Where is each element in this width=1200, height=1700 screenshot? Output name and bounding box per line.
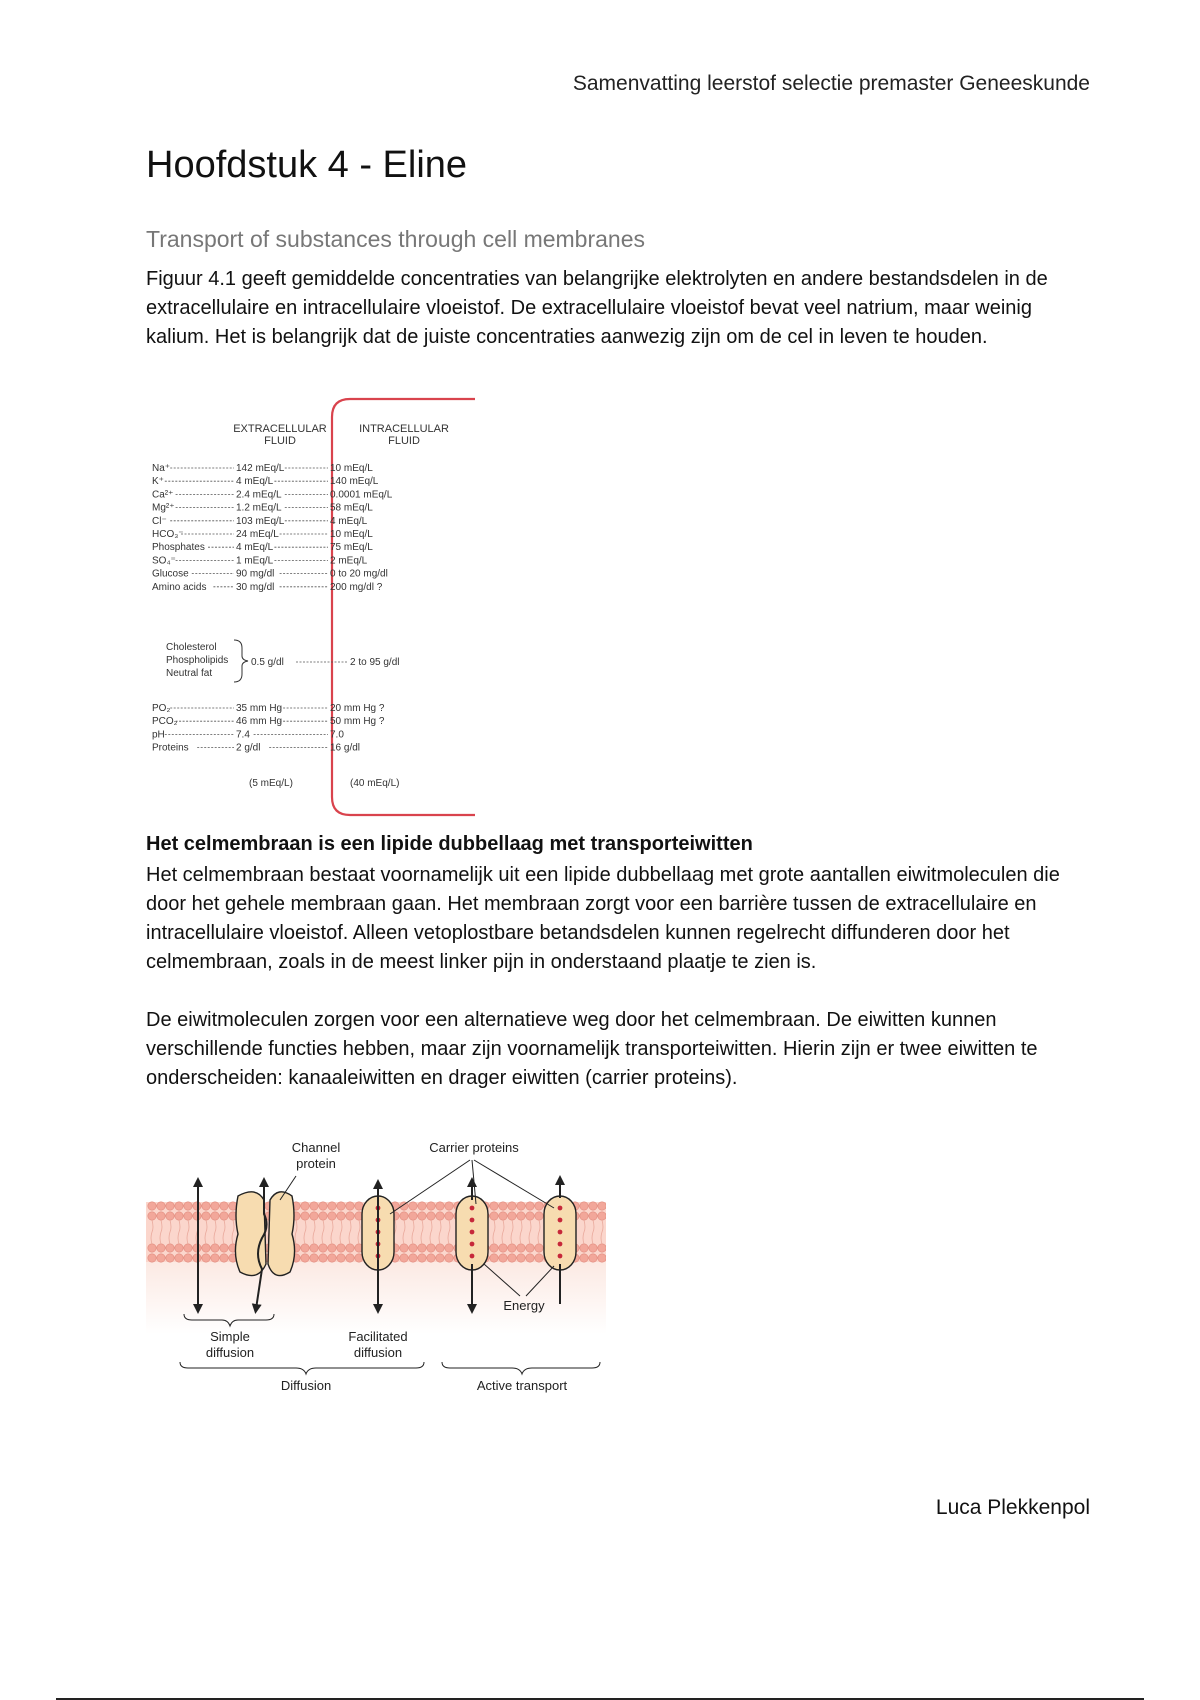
gas-row-ecf-value: 46 mm Hg xyxy=(236,716,283,728)
phospholipid-head xyxy=(337,1212,345,1220)
active-transport-label: Active transport xyxy=(476,1378,568,1393)
carrier-label: Carrier proteins xyxy=(429,1140,519,1155)
row-name: Glucose xyxy=(152,568,189,580)
gas-row-icf-value: 50 mm Hg ? xyxy=(330,716,385,728)
phospholipid-head xyxy=(490,1244,498,1252)
section-subtitle: Transport of substances through cell membranes xyxy=(146,226,646,252)
carrier-binding-site xyxy=(470,1206,475,1211)
proteins-ecf-meq: (5 mEq/L) xyxy=(249,778,293,789)
phospholipid-head xyxy=(418,1254,426,1262)
carrier-pointer-3 xyxy=(474,1160,554,1208)
phospholipid-head xyxy=(220,1244,228,1252)
facilitated-diffusion-label-line1: Facilitated xyxy=(348,1329,408,1344)
gas-row-name: Proteins xyxy=(152,742,189,754)
row-icf-value: 0.0001 mEq/L xyxy=(330,489,393,501)
row-icf-value: 140 mEq/L xyxy=(330,476,379,488)
phospholipid-head xyxy=(166,1212,174,1220)
concentration-row xyxy=(152,555,368,566)
phospholipid-head xyxy=(598,1254,606,1262)
carrier-binding-site xyxy=(470,1230,475,1235)
row-name: SO₄⁼ xyxy=(152,555,176,567)
phospholipid-head xyxy=(499,1212,507,1220)
paragraph-membrane-structure: Het celmembraan bestaat voornamelijk uit een lipide dubbellaag met grote aantallen eiwitmoleculen die door het gehele membraan gaan. Het membraan zorgt voor een barrière tussen de extracellulaire en intracellulaire vloeistof. Alleen vetoplostbare betandsdelen kunnen regelrecht diffunderen door het celmembraan, zoals in de meest linker pijn in onderstaand plaatje te zien is. xyxy=(146,864,1060,973)
phospholipid-head xyxy=(184,1202,192,1210)
row-ecf-value: 4 mEq/L xyxy=(236,476,274,488)
row-name: K⁺ xyxy=(152,476,164,488)
gas-row xyxy=(152,716,385,727)
phospholipid-head xyxy=(490,1202,498,1210)
phospholipid-head xyxy=(526,1202,534,1210)
phospholipid-head xyxy=(517,1212,525,1220)
concentration-row xyxy=(152,489,393,500)
footer-author: Luca Plekkenpol xyxy=(935,1496,1090,1519)
gas-row xyxy=(152,703,385,714)
phospholipid-head xyxy=(445,1254,453,1262)
concentration-row xyxy=(152,516,368,527)
row-name: HCO₃⁻ xyxy=(152,529,184,540)
lipid-name-phospholipids: Phospholipids xyxy=(166,655,229,666)
phospholipid-head xyxy=(535,1212,543,1220)
diffusion-label: Diffusion xyxy=(280,1378,332,1393)
carrier-binding-site xyxy=(558,1254,563,1259)
phospholipid-head xyxy=(202,1212,210,1220)
phospholipid-head xyxy=(508,1202,516,1210)
paragraph-electrolytes: Figuur 4.1 geeft gemiddelde concentraties van belangrijke elektrolyten en andere bestandsdelen in de extracellulaire en intracellulaire vloeistof. De extracellulaire vloeistof bevat veel natrium, maar weinig kalium. Het is belangrijk dat de juiste concentraties aanwezig zijn om de cel in leven te houden. xyxy=(146,268,1048,348)
row-icf-value: 75 mEq/L xyxy=(330,542,373,554)
phospholipid-head xyxy=(211,1254,219,1262)
row-icf-value: 0 to 20 mg/dl xyxy=(330,568,388,580)
row-name: Ca²⁺ xyxy=(152,489,174,501)
phospholipid-head xyxy=(508,1254,516,1262)
phospholipid-head xyxy=(157,1254,165,1262)
ecf-heading-line1: EXTRACELLULAR xyxy=(233,423,327,435)
phospholipid-head xyxy=(580,1212,588,1220)
lipid-brace xyxy=(234,640,248,682)
phospholipid-head xyxy=(409,1212,417,1220)
lipid-name-neutral-fat: Neutral fat xyxy=(166,668,213,679)
phospholipid-head xyxy=(175,1244,183,1252)
gas-row-icf-value: 16 g/dl xyxy=(330,742,361,754)
phospholipid-head xyxy=(445,1212,453,1220)
phospholipid-head xyxy=(301,1254,309,1262)
gas-row-ecf-value: 2 g/dl xyxy=(236,742,261,754)
phospholipid-head xyxy=(400,1212,408,1220)
phospholipid-head xyxy=(517,1244,525,1252)
phospholipid-head xyxy=(535,1254,543,1262)
phospholipid-head xyxy=(157,1202,165,1210)
phospholipid-head xyxy=(319,1202,327,1210)
phospholipid-head xyxy=(202,1244,210,1252)
concentration-row xyxy=(152,542,373,553)
lipid-icf-value: 2 to 95 g/dl xyxy=(350,657,400,668)
header-course-title: Samenvatting leerstof selectie premaster Geneeskunde xyxy=(572,72,1090,95)
phospholipid-head xyxy=(184,1212,192,1220)
concentration-row xyxy=(152,463,373,474)
phospholipid-head xyxy=(598,1202,606,1210)
carrier-protein-2 xyxy=(456,1196,488,1270)
row-ecf-value: 24 mEq/L xyxy=(236,529,279,540)
row-name: Na⁺ xyxy=(152,463,171,474)
phospholipid-head xyxy=(436,1244,444,1252)
phospholipid-head xyxy=(328,1212,336,1220)
row-icf-value: 10 mEq/L xyxy=(330,529,373,540)
phospholipid-head xyxy=(427,1254,435,1262)
row-icf-value: 200 mg/dl ? xyxy=(330,581,383,593)
paragraph-transport-proteins: De eiwitmoleculen zorgen voor een alternatieve weg door het celmembraan. De eiwitten kunnen verschillende functies hebben, maar zijn voornamelijk transporteiwitten. Hierin zijn er twee eiwitten te onderscheiden: kanaaleiwitten en drager eiwitten (carrier proteins). xyxy=(146,1009,1038,1089)
phospholipid-head xyxy=(526,1244,534,1252)
phospholipid-head xyxy=(508,1244,516,1252)
channel-label-line2: protein xyxy=(296,1156,336,1171)
icf-heading-line2: FLUID xyxy=(388,435,420,447)
carrier-binding-site xyxy=(558,1230,563,1235)
phospholipid-head xyxy=(418,1244,426,1252)
diffusion-brace xyxy=(180,1362,424,1374)
phospholipid-head xyxy=(310,1202,318,1210)
proteins-icf-meq: (40 mEq/L) xyxy=(350,778,400,789)
phospholipid-head xyxy=(409,1202,417,1210)
phospholipid-head xyxy=(301,1244,309,1252)
phospholipid-head xyxy=(526,1254,534,1262)
row-ecf-value: 103 mEq/L xyxy=(236,515,285,527)
page-title: Hoofdstuk 4 - Eline xyxy=(146,144,468,186)
phospholipid-head xyxy=(436,1202,444,1210)
phospholipid-head xyxy=(175,1254,183,1262)
phospholipid-head xyxy=(211,1202,219,1210)
phospholipid-head xyxy=(436,1212,444,1220)
phospholipid-head xyxy=(598,1212,606,1220)
phospholipid-head xyxy=(301,1202,309,1210)
heading-lipid-bilayer: Het celmembraan is een lipide dubbellaag met transporteiwitten xyxy=(146,833,753,855)
phospholipid-head xyxy=(157,1212,165,1220)
phospholipid-head xyxy=(589,1244,597,1252)
carrier-protein-3 xyxy=(544,1196,576,1270)
gas-row xyxy=(152,729,344,740)
phospholipid-head xyxy=(175,1212,183,1220)
gas-row-name: PCO₂ xyxy=(152,716,178,728)
carrier-binding-site xyxy=(558,1206,563,1211)
phospholipid-head xyxy=(301,1212,309,1220)
phospholipid-head xyxy=(337,1254,345,1262)
phospholipid-head xyxy=(445,1202,453,1210)
gas-row xyxy=(152,743,360,754)
phospholipid-head xyxy=(202,1254,210,1262)
carrier-binding-site xyxy=(470,1218,475,1223)
phospholipid-head xyxy=(589,1254,597,1262)
phospholipid-head xyxy=(409,1254,417,1262)
gas-row-name: PO₂ xyxy=(152,703,171,714)
phospholipid-head xyxy=(535,1202,543,1210)
phospholipid-head xyxy=(400,1244,408,1252)
phospholipid-head xyxy=(310,1244,318,1252)
phospholipid-head xyxy=(166,1202,174,1210)
phospholipid-head xyxy=(211,1244,219,1252)
phospholipid-head xyxy=(589,1202,597,1210)
phospholipid-head xyxy=(346,1244,354,1252)
phospholipid-head xyxy=(427,1244,435,1252)
gas-row-ecf-value: 35 mm Hg xyxy=(236,703,283,714)
phospholipid-head xyxy=(436,1254,444,1262)
phospholipid-head xyxy=(517,1254,525,1262)
phospholipid-head xyxy=(148,1254,156,1262)
gas-row-icf-value: 20 mm Hg ? xyxy=(330,703,385,714)
phospholipid-head xyxy=(184,1254,192,1262)
row-ecf-value: 90 mg/dl xyxy=(236,568,275,580)
row-icf-value: 58 mEq/L xyxy=(330,502,373,514)
icf-heading-line1: INTRACELLULAR xyxy=(359,423,449,435)
concentration-row xyxy=(152,529,373,540)
lipid-name-cholesterol: Cholesterol xyxy=(166,642,217,653)
figure-membrane-transport xyxy=(146,1104,606,1404)
phospholipid-head xyxy=(346,1212,354,1220)
row-ecf-value: 4 mEq/L xyxy=(236,542,274,554)
gas-row-icf-value: 7.0 xyxy=(330,729,344,741)
concentration-row xyxy=(152,503,373,514)
phospholipid-head xyxy=(166,1254,174,1262)
phospholipid-head xyxy=(589,1212,597,1220)
phospholipid-head xyxy=(580,1202,588,1210)
row-icf-value: 4 mEq/L xyxy=(330,515,368,527)
row-icf-value: 10 mEq/L xyxy=(330,463,373,474)
row-name: Mg²⁺ xyxy=(152,502,175,514)
energy-label: Energy xyxy=(503,1298,545,1313)
phospholipid-head xyxy=(328,1254,336,1262)
phospholipid-head xyxy=(346,1254,354,1262)
phospholipid-head xyxy=(184,1244,192,1252)
row-ecf-value: 30 mg/dl xyxy=(236,581,275,593)
figure-electrolyte-concentrations xyxy=(150,392,480,822)
phospholipid-head xyxy=(310,1254,318,1262)
lipid-ecf-value: 0.5 g/dl xyxy=(251,657,284,668)
phospholipid-head xyxy=(202,1202,210,1210)
phospholipid-head xyxy=(499,1202,507,1210)
channel-label-line1: Channel xyxy=(291,1140,341,1155)
phospholipid-head xyxy=(337,1202,345,1210)
phospholipid-head xyxy=(220,1202,228,1210)
phospholipid-head xyxy=(220,1212,228,1220)
phospholipid-head xyxy=(499,1254,507,1262)
phospholipid-head xyxy=(598,1244,606,1252)
phospholipid-head xyxy=(148,1202,156,1210)
gas-row-ecf-value: 7.4 xyxy=(236,729,250,741)
row-ecf-value: 142 mEq/L xyxy=(236,463,285,474)
concentration-row xyxy=(152,476,379,487)
phospholipid-head xyxy=(409,1244,417,1252)
phospholipid-head xyxy=(310,1212,318,1220)
row-name: Cl⁻ xyxy=(152,515,167,527)
phospholipid-head xyxy=(490,1212,498,1220)
phospholipid-head xyxy=(535,1244,543,1252)
phospholipid-head xyxy=(508,1212,516,1220)
phospholipid-head xyxy=(580,1244,588,1252)
phospholipid-head xyxy=(427,1202,435,1210)
phospholipid-head xyxy=(346,1202,354,1210)
row-ecf-value: 1.2 mEq/L xyxy=(236,502,282,514)
phospholipid-head xyxy=(319,1254,327,1262)
phospholipid-head xyxy=(328,1244,336,1252)
row-ecf-value: 2.4 mEq/L xyxy=(236,489,282,501)
phospholipid-head xyxy=(445,1244,453,1252)
row-ecf-value: 1 mEq/L xyxy=(236,555,274,567)
phospholipid-head xyxy=(418,1202,426,1210)
active-transport-brace xyxy=(442,1362,600,1374)
phospholipid-head xyxy=(328,1202,336,1210)
phospholipid-head xyxy=(400,1254,408,1262)
row-name: Phosphates xyxy=(152,542,205,554)
phospholipid-head xyxy=(157,1244,165,1252)
concentration-row xyxy=(152,582,383,593)
phospholipid-head xyxy=(148,1244,156,1252)
phospholipid-head xyxy=(211,1212,219,1220)
phospholipid-head xyxy=(175,1202,183,1210)
carrier-binding-site xyxy=(558,1242,563,1247)
phospholipid-head xyxy=(220,1254,228,1262)
row-name: Amino acids xyxy=(152,581,207,593)
phospholipid-head xyxy=(148,1212,156,1220)
phospholipid-head xyxy=(418,1212,426,1220)
phospholipid-head xyxy=(580,1254,588,1262)
phospholipid-head xyxy=(319,1244,327,1252)
simple-diffusion-label-line1: Simple xyxy=(210,1329,250,1344)
phospholipid-head xyxy=(499,1244,507,1252)
concentration-row xyxy=(152,569,388,580)
phospholipid-head xyxy=(337,1244,345,1252)
phospholipid-head xyxy=(490,1254,498,1262)
gas-row-name: pH xyxy=(152,729,165,741)
phospholipid-head xyxy=(166,1244,174,1252)
ecf-heading-line2: FLUID xyxy=(264,435,296,447)
carrier-binding-site xyxy=(558,1218,563,1223)
carrier-binding-site xyxy=(470,1242,475,1247)
phospholipid-head xyxy=(526,1212,534,1220)
lipids-group xyxy=(166,640,399,682)
carrier-binding-site xyxy=(470,1254,475,1259)
phospholipid-head xyxy=(427,1212,435,1220)
facilitated-diffusion-label-line2: diffusion xyxy=(353,1345,403,1360)
phospholipid-head xyxy=(517,1202,525,1210)
simple-diffusion-label-line2: diffusion xyxy=(205,1345,255,1360)
phospholipid-head xyxy=(319,1212,327,1220)
row-icf-value: 2 mEq/L xyxy=(330,555,368,567)
